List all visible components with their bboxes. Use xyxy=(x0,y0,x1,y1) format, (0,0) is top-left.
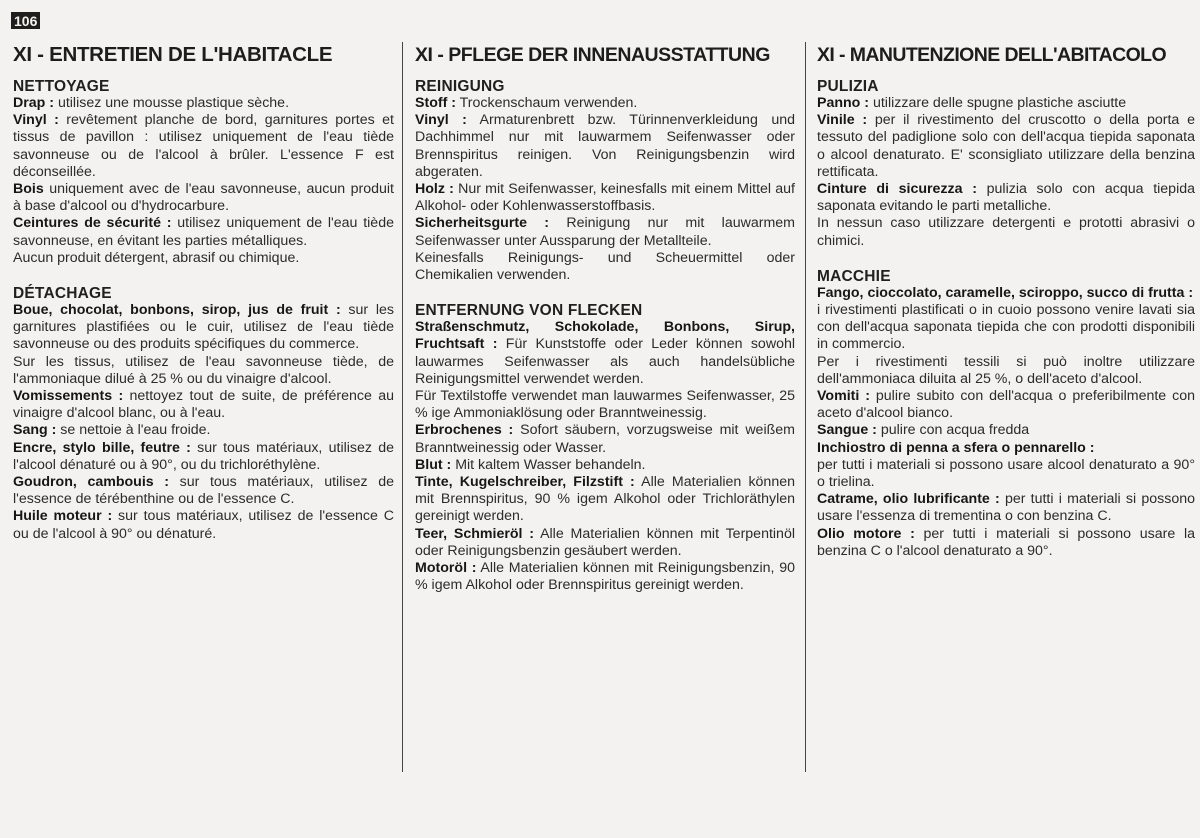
paragraph xyxy=(817,302,1195,354)
item-label: Erbrochenes : xyxy=(415,422,514,439)
item-label: Motoröl : xyxy=(415,560,477,577)
item-text: Reinigung nur mit lauwarmem Seifenwasser unter Aussparung der Metallteile. xyxy=(415,215,795,249)
paragraph xyxy=(817,440,1195,457)
item-label: Vinile : xyxy=(817,112,868,129)
paragraph xyxy=(415,215,795,249)
item-text: Alle Materialien können mit Terpentinöl oder Reinigungsbenzin gesäubert werden. xyxy=(415,525,795,559)
item-text: nettoyez tout de suite, de préférence au vinaigre d'alcool blanc, ou à l'eau. xyxy=(13,388,394,422)
paragraph xyxy=(415,250,795,284)
paragraph xyxy=(13,302,394,354)
paragraph xyxy=(13,250,394,267)
item-text: Nur mit Seifenwasser, keinesfalls mit einem Mittel auf Alkohol- oder Kohlenwasserstoffbasis. xyxy=(415,181,795,215)
item-label: Encre, stylo bille, feutre : xyxy=(13,439,191,456)
item-text: pulire con acqua fredda xyxy=(876,422,1030,439)
item-text: Aucun produit détergent, abrasif ou chimique. xyxy=(13,249,300,266)
paragraph xyxy=(817,457,1195,491)
item-text: Alle Materialien können mit Reinigungsbenzin, 90 % igem Alkohol oder Brennspiritus gereinigt werden. xyxy=(415,560,795,594)
section-title: XI - ENTRETIEN DE L'HABITACLE xyxy=(13,43,333,66)
paragraph xyxy=(415,388,795,422)
content-section xyxy=(817,268,1195,560)
item-label: Teer, Schmieröl : xyxy=(415,525,535,542)
item-text: se nettoie à l'eau froide. xyxy=(56,422,211,439)
column-divider xyxy=(402,42,403,772)
item-label: Drap : xyxy=(13,95,54,111)
item-text: utilisez une mousse plastique sèche. xyxy=(54,95,290,111)
section-heading: ENTFERNUNG VON FLECKEN xyxy=(415,302,643,320)
paragraph xyxy=(817,388,1195,422)
paragraph xyxy=(415,560,795,594)
item-label: Vinyl : xyxy=(13,112,59,129)
content-section xyxy=(13,285,394,543)
column-german xyxy=(415,40,795,612)
paragraph xyxy=(415,95,795,112)
content-section xyxy=(13,78,394,267)
item-label: Vinyl : xyxy=(415,112,467,129)
item-text: Sur les tissus, utilisez de l'eau savonneuse tiède, de l'ammoniaque dilué à 25 % ou du vinaigre d'alcool. xyxy=(13,353,394,387)
item-label: Ceintures de sécurité : xyxy=(13,215,172,232)
paragraph xyxy=(415,422,795,456)
paragraph xyxy=(817,181,1195,215)
paragraph xyxy=(13,508,394,542)
item-label: Bois xyxy=(13,181,44,198)
item-label: Huile moteur : xyxy=(13,508,113,525)
item-text: sur tous matériaux, utilisez de l'alcool dénaturé ou à 90°, ou du trichloréthylène. xyxy=(13,439,394,473)
item-label: Cinture di sicurezza : xyxy=(817,181,977,198)
item-text: Alle Materialien können mit Brennspiritus, 90 % igem Alkohol oder Trichloräthylen gereinigt werden. xyxy=(415,474,795,525)
item-text: Mit kaltem Wasser behandeln. xyxy=(451,456,646,473)
paragraph xyxy=(817,422,1195,439)
paragraph xyxy=(415,181,795,215)
item-text: Armaturenbrett bzw. Türinnenverkleidung und Dachhimmel nur mit lauwarmem Seifenwasser oder Brennspiritus reinigen. Von Reinigungsbenzin wird abgeraten. xyxy=(415,112,795,180)
item-text: Für Kunststoffe oder Leder können sowohl lauwarmes Seifenwasser als auch handelsübliche Reinigungsmittel verwendet werden. xyxy=(415,336,796,387)
item-text: sur tous matériaux, utilisez de l'essence de térébenthine ou de l'essence C. xyxy=(13,474,394,508)
paragraph xyxy=(817,215,1195,249)
item-text: pulizia solo con acqua tiepida saponata evitando le parti metalliche. xyxy=(817,181,1195,215)
item-label: Sicherheitsgurte : xyxy=(415,215,550,232)
item-text: pulire subito con dell'acqua o preferibilmente con aceto d'alcool bianco. xyxy=(817,388,1195,422)
section-heading: MACCHIE xyxy=(817,267,891,285)
page-number: 106 xyxy=(11,12,40,29)
item-text: Für Textilstoffe verwendet man lauwarmes Seifenwasser, 25 % ige Ammoniaklösung oder Branntweinessig. xyxy=(415,388,795,422)
content-section xyxy=(415,78,795,284)
item-text: utilizzare delle spugne plastiche asciutte xyxy=(869,95,1127,111)
item-label: Holz : xyxy=(415,181,454,198)
item-label: Blut : xyxy=(415,456,452,473)
paragraph xyxy=(415,526,795,560)
paragraph xyxy=(13,215,394,249)
item-text: per tutti i materiali si possono usare l'essenza di trementina o con benzina C. xyxy=(817,491,1195,525)
item-text: utilisez uniquement de l'eau tiède savonneuse, en évitant les parties métalliques. xyxy=(13,215,394,249)
paragraph xyxy=(13,388,394,422)
item-text: per il rivestimento del cruscotto o della porta e tessuto del padiglione solo con dell'acqua tiepida saponata o alcool denaturato. E' sconsigliato utilizzare della benzina rettificata. xyxy=(817,112,1195,180)
paragraph xyxy=(415,112,795,181)
section-heading: REINIGUNG xyxy=(415,78,505,95)
paragraph xyxy=(13,112,394,181)
section-heading: NETTOYAGE xyxy=(13,78,110,95)
paragraph xyxy=(13,181,394,215)
paragraph xyxy=(13,440,394,474)
item-label: Olio motore : xyxy=(817,525,915,542)
item-label: Vomissements : xyxy=(13,388,124,405)
paragraph xyxy=(13,474,394,508)
item-text: revêtement planche de bord, garnitures portes et tissus de pavillon : utilisez uniquement de l'eau tiède savonneuse ou de l'alcool à brûler. L'essence F est déconseillée. xyxy=(13,112,394,180)
item-label: Stoff : xyxy=(415,95,456,111)
item-label: Inchiostro di penna a sfera o pennarello : xyxy=(817,439,1095,456)
content-section xyxy=(817,78,1195,250)
item-text: Trockenschaum verwenden. xyxy=(455,95,638,111)
item-label: Goudron, cambouis : xyxy=(13,474,170,491)
item-label: Vomiti : xyxy=(817,388,870,405)
paragraph xyxy=(13,354,394,388)
item-label: Tinte, Kugelschreiber, Filzstift : xyxy=(415,474,635,491)
section-title: XI - PFLEGE DER INNENAUSSTATTUNG xyxy=(415,44,770,66)
section-heading: DÉTACHAGE xyxy=(13,285,112,303)
item-text: Per i rivestimenti tessili si può inoltre utilizzare dell'ammoniaca diluita al 25 %, o dell'aceto d'alcool. xyxy=(817,353,1195,387)
paragraph xyxy=(415,319,795,388)
paragraph xyxy=(817,285,1195,302)
paragraph xyxy=(13,422,394,439)
item-label: Panno : xyxy=(817,95,870,111)
item-text: per tutti i materiali si possono usare alcool denaturato a 90° o trielina. xyxy=(817,456,1195,491)
column-divider xyxy=(805,42,806,772)
paragraph xyxy=(817,112,1195,181)
paragraph xyxy=(415,457,795,474)
item-text: sur tous matériaux, utilisez de l'essence C ou de l'alcool à 90° ou dénaturé. xyxy=(13,508,394,542)
item-label: Straßenschmutz, Schokolade, Bonbons, Sirup, Fruchtsaft : xyxy=(415,319,795,353)
item-label: Catrame, olio lubrificante : xyxy=(817,491,1000,508)
column-french xyxy=(13,40,394,561)
paragraph xyxy=(817,95,1195,112)
item-label: Sangue : xyxy=(817,422,877,439)
item-text: i rivestimenti plastificati o in cuoio possono venire lavati sia con dell'acqua saponata tiepida che con prodotti disponibili in commercio. xyxy=(817,302,1195,353)
item-text: Keinesfalls Reinigungs- und Scheuermittel oder Chemikalien verwenden. xyxy=(415,249,795,284)
item-text: In nessun caso utilizzare detergenti e prototti abrasivi o chimici. xyxy=(817,215,1195,249)
item-label: Fango, cioccolato, caramelle, sciroppo, succo di frutta : xyxy=(817,284,1194,301)
content-section xyxy=(415,302,795,594)
item-label: Sang : xyxy=(13,422,57,439)
paragraph xyxy=(817,491,1195,525)
paragraph xyxy=(13,95,394,112)
paragraph xyxy=(415,474,795,526)
item-text: per tutti i materiali si possono usare la benzina C o l'alcool denaturato a 90°. xyxy=(817,525,1196,559)
item-text: uniquement avec de l'eau savonneuse, aucun produit à base d'alcool ou d'hydrocarbure. xyxy=(13,181,394,215)
paragraph xyxy=(817,526,1195,560)
item-text: Sofort säubern, vorzugsweise mit weißem Branntweinessig oder Wasser. xyxy=(415,422,795,456)
paragraph xyxy=(817,354,1195,388)
column-italian xyxy=(817,40,1195,578)
item-text: sur les garnitures plastifiées ou le cuir, utilisez de l'eau tiède savonneuse ou des produits spécifiques du commerce. xyxy=(13,302,394,353)
item-label: Boue, chocolat, bonbons, sirop, jus de fruit : xyxy=(13,302,341,319)
section-heading: PULIZIA xyxy=(817,78,879,95)
section-title: XI - MANUTENZIONE DELL'ABITACOLO xyxy=(817,44,1167,66)
